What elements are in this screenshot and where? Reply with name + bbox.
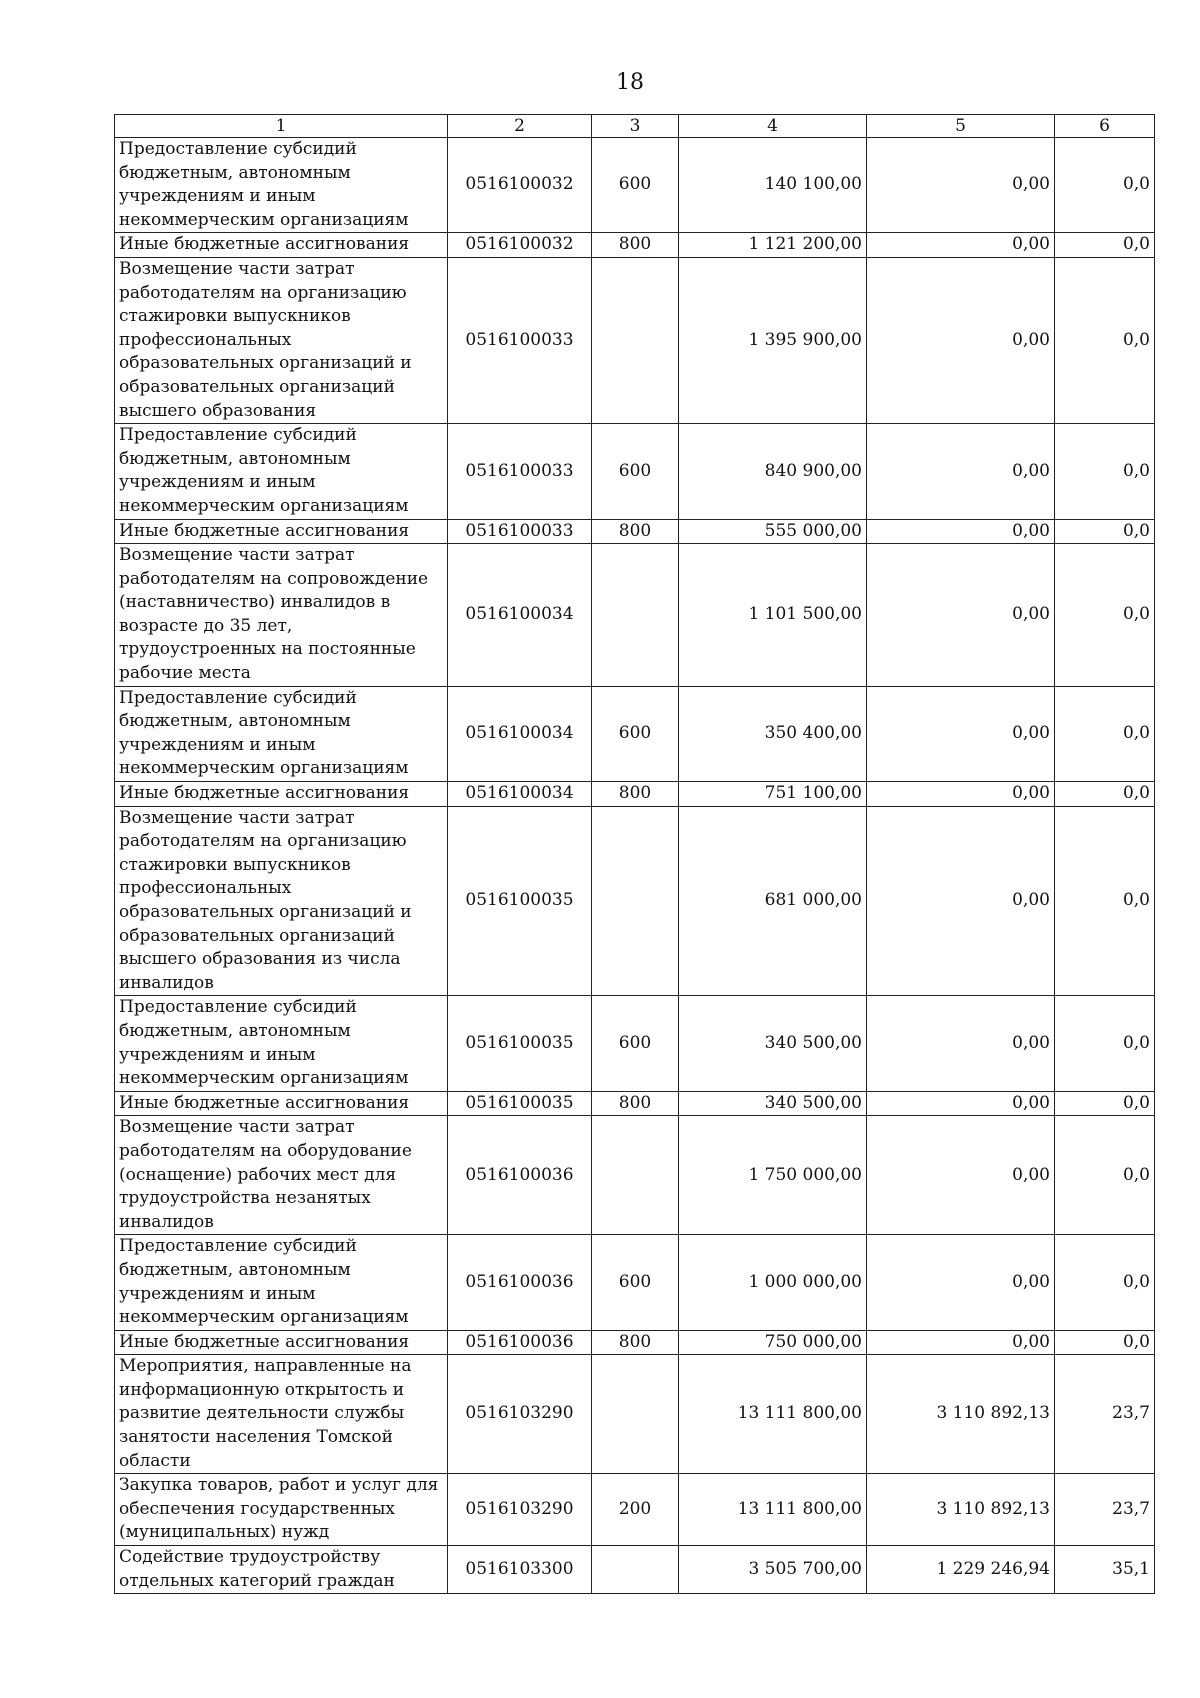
column-header: 3 — [592, 115, 679, 138]
planned-amount: 13 111 800,00 — [679, 1355, 867, 1474]
execution-percent: 0,0 — [1055, 1235, 1155, 1330]
target-code: 0516100035 — [448, 806, 592, 996]
table-row — [115, 424, 1155, 519]
execution-percent: 0,0 — [1055, 424, 1155, 519]
execution-percent: 0,0 — [1055, 686, 1155, 781]
expense-name: Иные бюджетные ассигнования — [115, 519, 448, 544]
execution-percent: 0,0 — [1055, 996, 1155, 1091]
column-header: 5 — [867, 115, 1055, 138]
planned-amount: 340 500,00 — [679, 996, 867, 1091]
expense-type-code: 600 — [592, 138, 679, 233]
execution-percent: 0,0 — [1055, 544, 1155, 687]
expense-type-code: 600 — [592, 424, 679, 519]
expense-name: Иные бюджетные ассигнования — [115, 1091, 448, 1116]
expense-name: Закупка товаров, работ и услуг для обеспечения государственных (муниципальных) нужд — [115, 1474, 448, 1546]
table-row — [115, 1355, 1155, 1474]
expense-name: Предоставление субсидий бюджетным, автономным учреждениям и иным некоммерческим организациям — [115, 996, 448, 1091]
table-row — [115, 686, 1155, 781]
expense-type-code: 800 — [592, 233, 679, 258]
expense-type-code: 600 — [592, 996, 679, 1091]
table-header-row — [115, 115, 1155, 138]
execution-percent: 23,7 — [1055, 1474, 1155, 1546]
expense-type-code — [592, 1355, 679, 1474]
planned-amount: 3 505 700,00 — [679, 1546, 867, 1594]
table-row — [115, 519, 1155, 544]
executed-amount: 0,00 — [867, 806, 1055, 996]
executed-amount: 0,00 — [867, 1330, 1055, 1355]
executed-amount: 0,00 — [867, 519, 1055, 544]
target-code: 0516100034 — [448, 782, 592, 807]
expense-type-code: 800 — [592, 782, 679, 807]
executed-amount: 0,00 — [867, 1091, 1055, 1116]
expense-type-code: 800 — [592, 519, 679, 544]
planned-amount: 1 395 900,00 — [679, 257, 867, 423]
table-row — [115, 138, 1155, 233]
executed-amount: 0,00 — [867, 996, 1055, 1091]
execution-percent: 23,7 — [1055, 1355, 1155, 1474]
expense-type-code: 600 — [592, 686, 679, 781]
execution-percent: 0,0 — [1055, 233, 1155, 258]
execution-percent: 0,0 — [1055, 1330, 1155, 1355]
column-header: 6 — [1055, 115, 1155, 138]
executed-amount: 0,00 — [867, 1235, 1055, 1330]
executed-amount: 0,00 — [867, 424, 1055, 519]
target-code: 0516100036 — [448, 1330, 592, 1355]
expense-name: Мероприятия, направленные на информационную открытость и развитие деятельности службы занятости населения Томской области — [115, 1355, 448, 1474]
planned-amount: 140 100,00 — [679, 138, 867, 233]
table-row — [115, 1546, 1155, 1594]
expense-name: Иные бюджетные ассигнования — [115, 1330, 448, 1355]
table-row — [115, 1474, 1155, 1546]
execution-percent: 0,0 — [1055, 1116, 1155, 1235]
expense-type-code — [592, 1116, 679, 1235]
expense-name: Предоставление субсидий бюджетным, автономным учреждениям и иным некоммерческим организациям — [115, 686, 448, 781]
executed-amount: 3 110 892,13 — [867, 1474, 1055, 1546]
target-code: 0516100032 — [448, 233, 592, 258]
expense-name: Возмещение части затрат работодателям на сопровождение (наставничество) инвалидов в возрасте до 35 лет, трудоустроенных на постоянные рабочие места — [115, 544, 448, 687]
table-row — [115, 782, 1155, 807]
expense-name: Содействие трудоустройству отдельных категорий граждан — [115, 1546, 448, 1594]
executed-amount: 0,00 — [867, 1116, 1055, 1235]
planned-amount: 1 000 000,00 — [679, 1235, 867, 1330]
planned-amount: 1 121 200,00 — [679, 233, 867, 258]
expense-type-code: 200 — [592, 1474, 679, 1546]
table-row — [115, 233, 1155, 258]
target-code: 0516100035 — [448, 1091, 592, 1116]
table-row — [115, 1116, 1155, 1235]
table-row — [115, 806, 1155, 996]
expense-type-code — [592, 544, 679, 687]
table-row — [115, 1235, 1155, 1330]
expense-name: Возмещение части затрат работодателям на организацию стажировки выпускников профессиональных образовательных организаций и образовательных организаций высшего образования из числа инвалидов — [115, 806, 448, 996]
execution-percent: 0,0 — [1055, 519, 1155, 544]
planned-amount: 840 900,00 — [679, 424, 867, 519]
planned-amount: 750 000,00 — [679, 1330, 867, 1355]
executed-amount: 0,00 — [867, 138, 1055, 233]
expense-type-code: 800 — [592, 1330, 679, 1355]
execution-percent: 0,0 — [1055, 806, 1155, 996]
target-code: 0516100035 — [448, 996, 592, 1091]
target-code: 0516100033 — [448, 257, 592, 423]
expense-name: Иные бюджетные ассигнования — [115, 233, 448, 258]
expense-name: Возмещение части затрат работодателям на оборудование (оснащение) рабочих мест для трудоустройства незанятых инвалидов — [115, 1116, 448, 1235]
executed-amount: 3 110 892,13 — [867, 1355, 1055, 1474]
target-code: 0516100034 — [448, 686, 592, 781]
target-code: 0516100032 — [448, 138, 592, 233]
expense-type-code: 600 — [592, 1235, 679, 1330]
budget-table — [114, 114, 1155, 1594]
target-code: 0516100036 — [448, 1116, 592, 1235]
expense-name: Предоставление субсидий бюджетным, автономным учреждениям и иным некоммерческим организациям — [115, 1235, 448, 1330]
executed-amount: 1 229 246,94 — [867, 1546, 1055, 1594]
execution-percent: 0,0 — [1055, 257, 1155, 423]
expense-type-code — [592, 257, 679, 423]
target-code: 0516100034 — [448, 544, 592, 687]
target-code: 0516103290 — [448, 1355, 592, 1474]
planned-amount: 681 000,00 — [679, 806, 867, 996]
table-row — [115, 1330, 1155, 1355]
target-code: 0516100033 — [448, 519, 592, 544]
execution-percent: 0,0 — [1055, 1091, 1155, 1116]
column-header: 1 — [115, 115, 448, 138]
expense-type-code: 800 — [592, 1091, 679, 1116]
planned-amount: 13 111 800,00 — [679, 1474, 867, 1546]
executed-amount: 0,00 — [867, 686, 1055, 781]
planned-amount: 1 101 500,00 — [679, 544, 867, 687]
expense-name: Предоставление субсидий бюджетным, автономным учреждениям и иным некоммерческим организациям — [115, 138, 448, 233]
target-code: 0516100036 — [448, 1235, 592, 1330]
page-number: 18 — [616, 70, 644, 95]
target-code: 0516103300 — [448, 1546, 592, 1594]
executed-amount: 0,00 — [867, 257, 1055, 423]
expense-type-code — [592, 1546, 679, 1594]
planned-amount: 350 400,00 — [679, 686, 867, 781]
table-row — [115, 257, 1155, 423]
execution-percent: 0,0 — [1055, 782, 1155, 807]
expense-name: Предоставление субсидий бюджетным, автономным учреждениям и иным некоммерческим организациям — [115, 424, 448, 519]
planned-amount: 1 750 000,00 — [679, 1116, 867, 1235]
target-code: 0516103290 — [448, 1474, 592, 1546]
expense-type-code — [592, 806, 679, 996]
planned-amount: 340 500,00 — [679, 1091, 867, 1116]
expense-name: Иные бюджетные ассигнования — [115, 782, 448, 807]
executed-amount: 0,00 — [867, 233, 1055, 258]
execution-percent: 35,1 — [1055, 1546, 1155, 1594]
table-row — [115, 544, 1155, 687]
table-row — [115, 996, 1155, 1091]
execution-percent: 0,0 — [1055, 138, 1155, 233]
executed-amount: 0,00 — [867, 782, 1055, 807]
executed-amount: 0,00 — [867, 544, 1055, 687]
planned-amount: 751 100,00 — [679, 782, 867, 807]
column-header: 2 — [448, 115, 592, 138]
column-header: 4 — [679, 115, 867, 138]
target-code: 0516100033 — [448, 424, 592, 519]
expense-name: Возмещение части затрат работодателям на организацию стажировки выпускников профессиональных образовательных организаций и образовательных организаций высшего образования — [115, 257, 448, 423]
table-row — [115, 1091, 1155, 1116]
planned-amount: 555 000,00 — [679, 519, 867, 544]
